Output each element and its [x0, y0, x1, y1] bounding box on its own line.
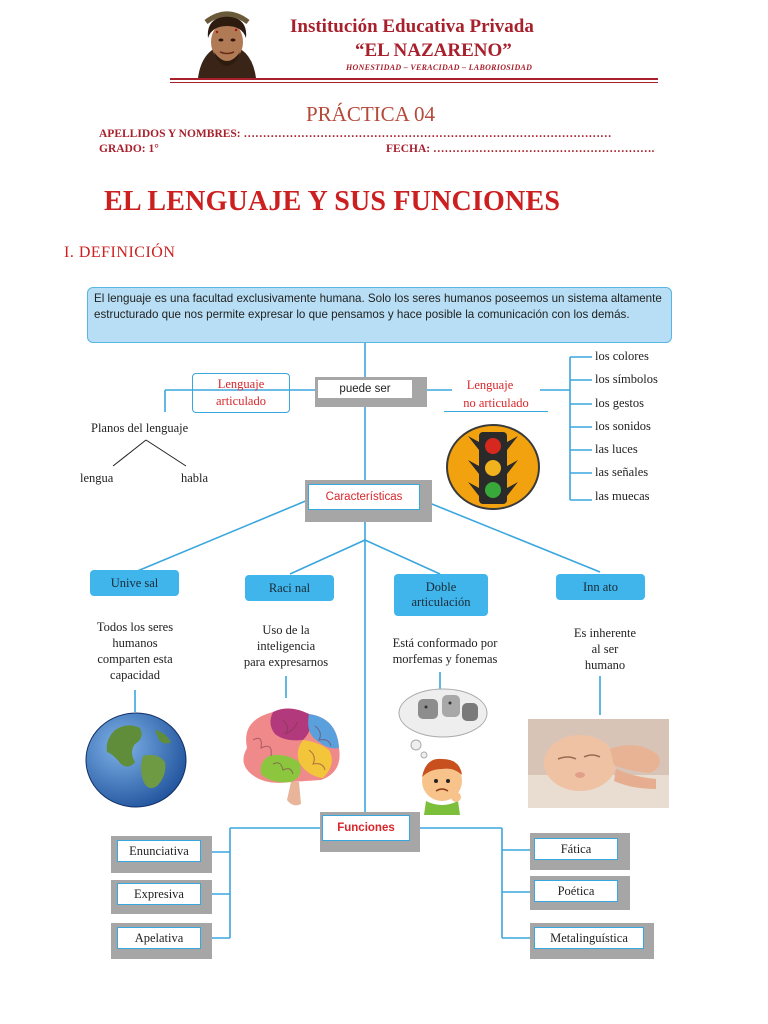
desc-line: Es inherente — [573, 626, 637, 640]
desc-line: inteligencia — [256, 639, 316, 653]
desc-line: morfemas y fonemas — [392, 652, 498, 666]
innato-desc — [545, 625, 665, 673]
racional-box: Raci nal — [245, 575, 334, 601]
grade-field-line: GRADO: 1° — [99, 143, 159, 155]
header-divider — [170, 78, 658, 80]
doble-articulacion-desc — [370, 635, 520, 667]
habla-label: habla — [181, 471, 209, 485]
no-articulado-label-1: Lenguaje — [466, 378, 514, 392]
section-heading: I. DEFINICIÓN — [64, 244, 176, 261]
thinking-child-icon — [396, 687, 492, 815]
school-name: “EL NAZARENO” — [355, 40, 512, 61]
list-item: los símbolos — [595, 372, 658, 386]
desc-line: capacidad — [110, 668, 160, 682]
names-field-line: APELLIDOS Y NOMBRES: …………………………………………………………………………………… — [99, 128, 612, 140]
universal-box: Unive sal — [90, 570, 179, 596]
school-motto: HONESTIDAD – VERACIDAD – LABORIOSIDAD — [346, 63, 533, 72]
list-item: los sonidos — [595, 419, 651, 433]
list-item: las señales — [595, 465, 649, 479]
function-fatica: Fática — [534, 838, 618, 860]
list-item: los gestos — [595, 396, 644, 410]
list-item: los colores — [595, 349, 649, 363]
desc-line: humanos — [112, 636, 158, 650]
doble-articulacion-line-1: Doble — [425, 580, 457, 594]
page-title: EL LENGUAJE Y SUS FUNCIONES — [104, 186, 561, 217]
lengua-label: lengua — [80, 471, 114, 485]
traffic-light-icon — [446, 424, 542, 510]
date-field-line: FECHA: …………………………………………………. — [386, 143, 655, 155]
desc-line: comparten esta — [97, 652, 173, 666]
universal-desc — [75, 619, 195, 683]
doble-articulacion-line-2: articulación — [411, 595, 471, 609]
desc-line: humano — [584, 658, 626, 672]
function-poetica: Poética — [534, 880, 618, 902]
no-articulado-label-2: no articulado — [444, 396, 548, 412]
desc-line: Todos los seres — [96, 620, 174, 634]
school-crest-icon — [192, 8, 262, 78]
innato-box: Inn ato — [556, 574, 645, 600]
desc-line: para expresarnos — [243, 655, 329, 669]
desc-line: al ser — [591, 642, 619, 656]
articulado-label-1: Lenguaje — [217, 377, 265, 391]
puede-ser-box: puede ser — [318, 380, 412, 398]
brain-icon — [233, 700, 345, 812]
function-apelativa: Apelativa — [117, 927, 201, 949]
header-divider-thin — [170, 82, 658, 83]
funciones-box: Funciones — [322, 815, 410, 841]
function-expresiva: Expresiva — [117, 883, 201, 905]
articulado-label-2: articulado — [216, 394, 266, 408]
function-enunciativa: Enunciativa — [117, 840, 201, 862]
desc-line: Está conformado por — [392, 636, 498, 650]
list-item: las muecas — [595, 489, 650, 503]
list-item: las luces — [595, 442, 638, 456]
caracteristicas-box: Características — [308, 484, 420, 510]
practice-number: PRÁCTICA 04 — [306, 102, 435, 126]
doble-articulacion-box — [394, 574, 488, 616]
sleeping-baby-icon — [528, 719, 669, 808]
desc-line: Uso de la — [262, 623, 310, 637]
definition-box: El lenguaje es una facultad exclusivamente humana. Solo los seres humanos poseemos un sistema altamente estructurado que nos permite expresar lo que pensamos y hace posible la comunicación con los demás. — [87, 287, 672, 343]
globe-icon — [85, 712, 187, 808]
racional-desc — [226, 622, 346, 670]
planos-label: Planos del lenguaje — [91, 421, 189, 435]
function-metalinguistica: Metalinguística — [534, 927, 644, 949]
institution-heading: Institución Educativa Privada — [290, 16, 534, 37]
